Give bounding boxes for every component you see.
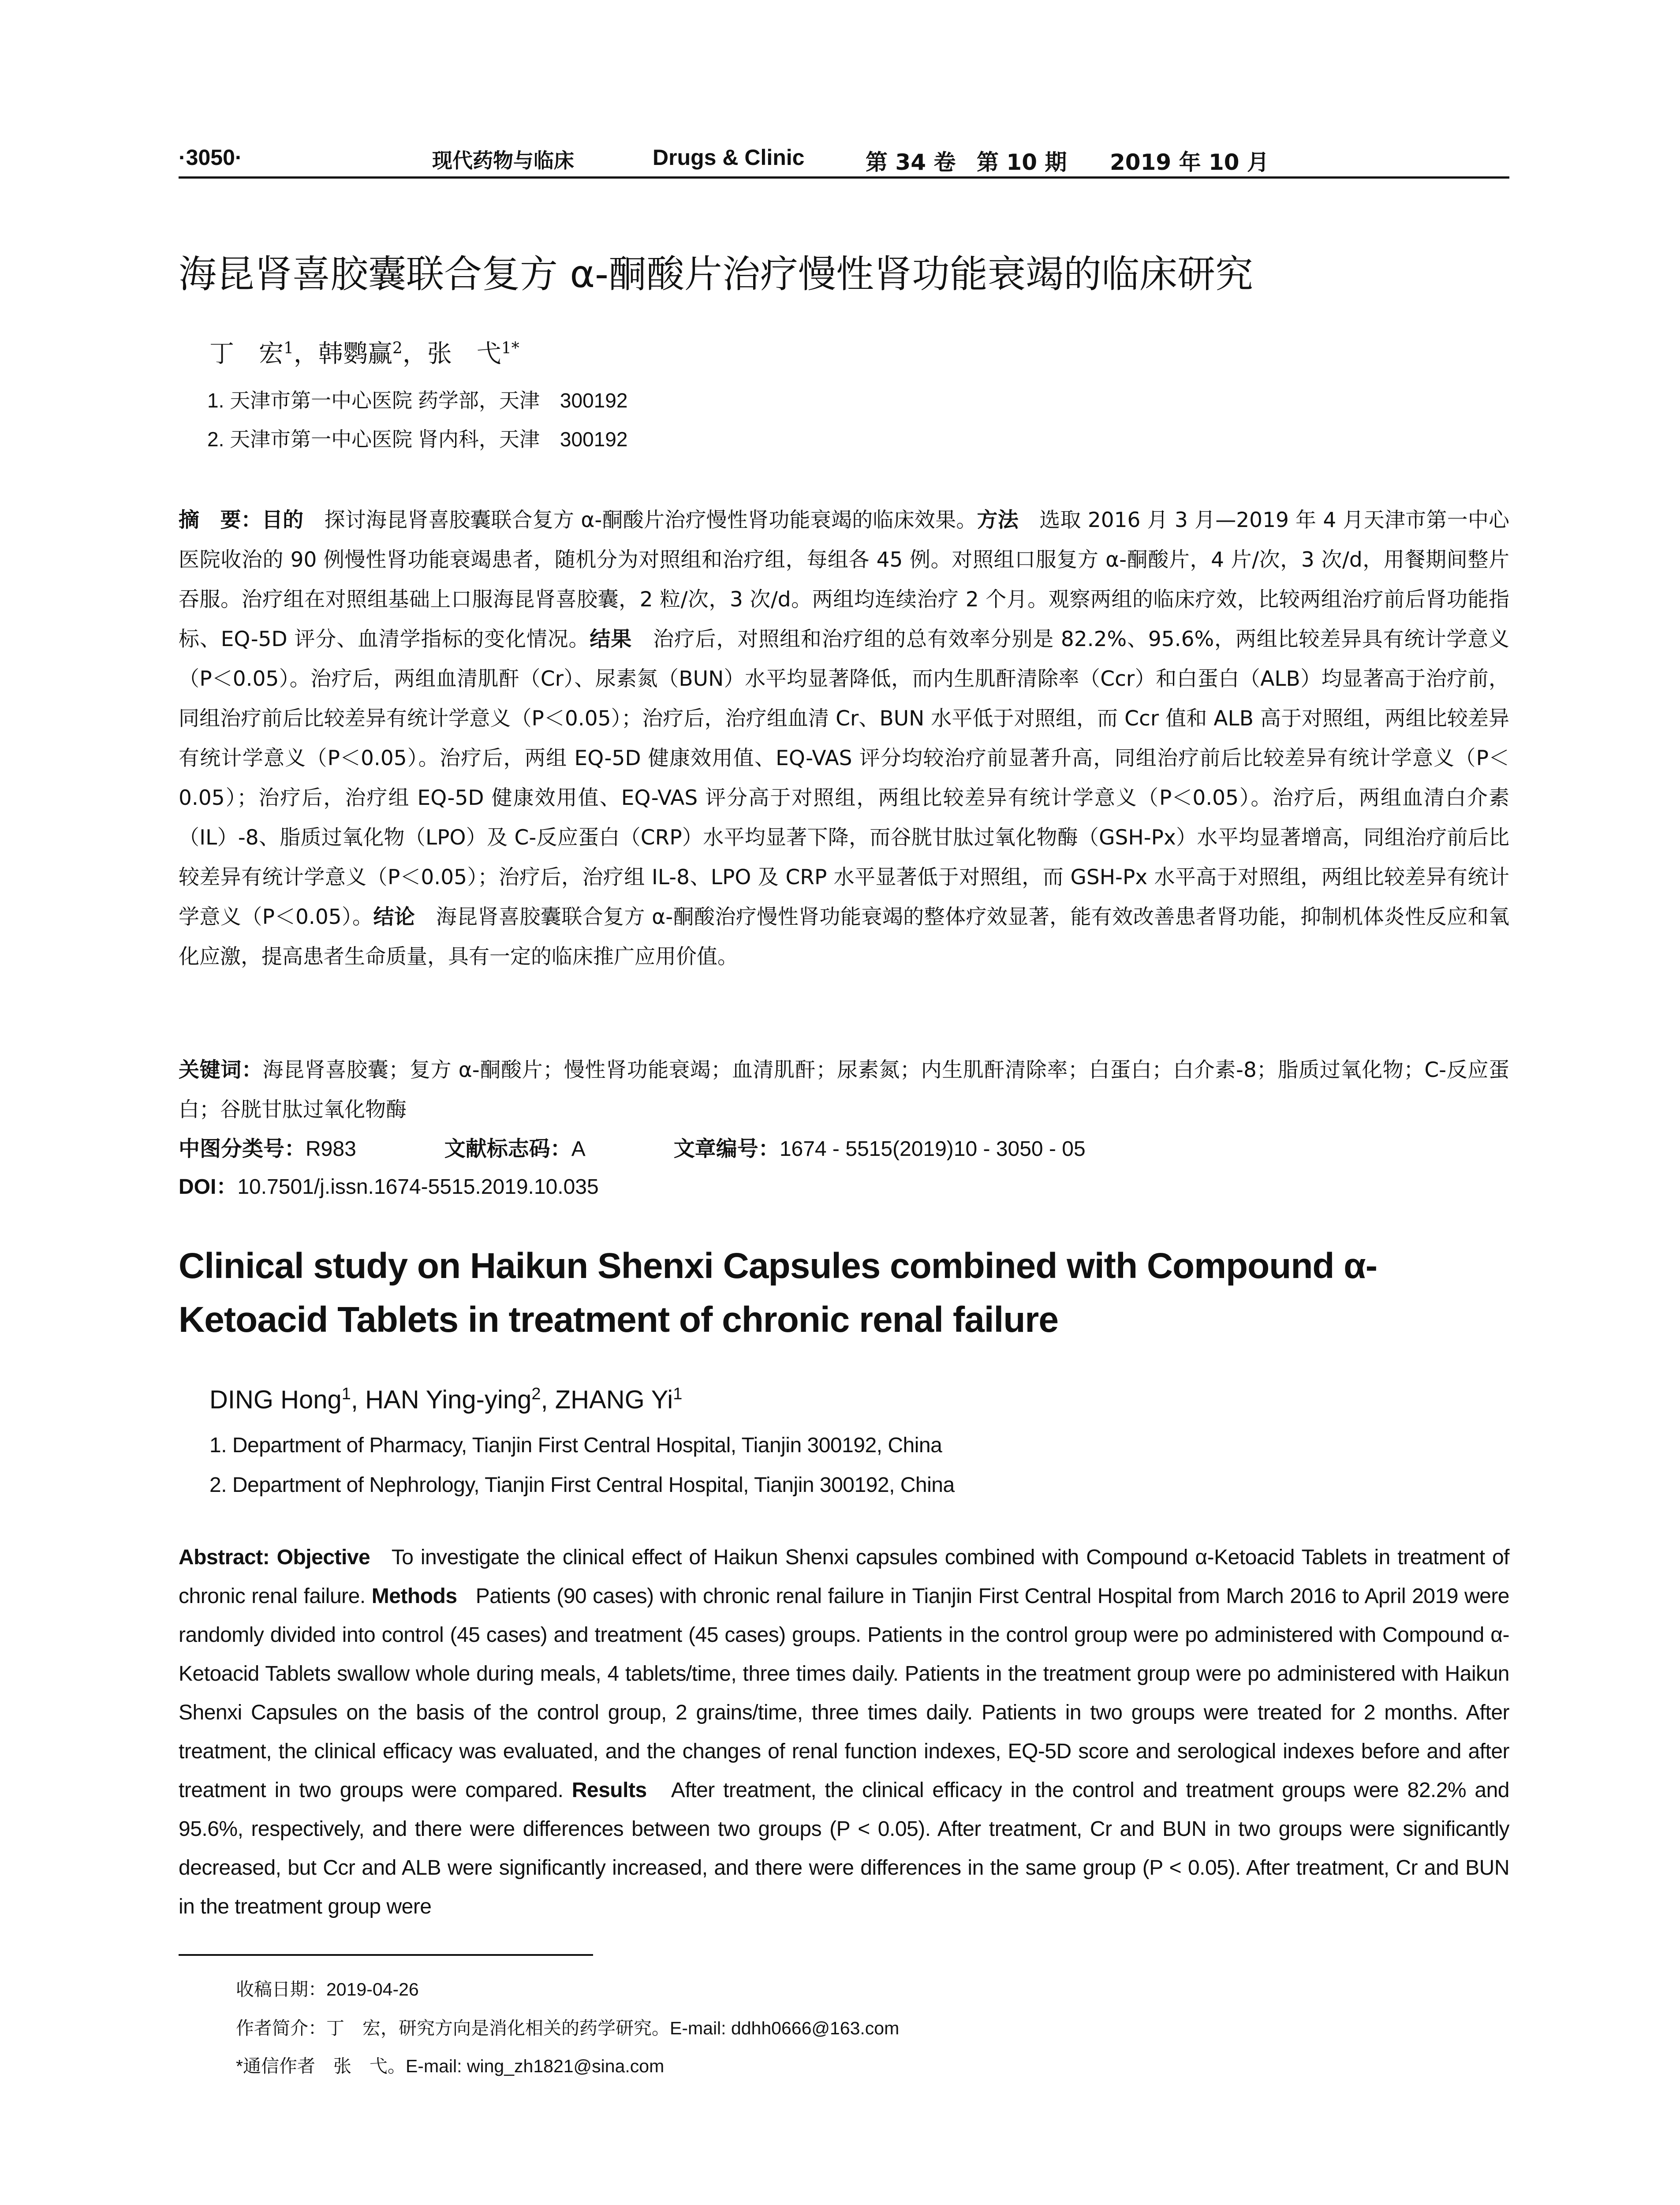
title-en: Clinical study on Haikun Shenxi Capsules combined with Compound α-Ketoacid Tablets in treatment of chronic renal failure xyxy=(179,1246,1377,1340)
abstract-en-label: Abstract: xyxy=(179,1546,270,1569)
article-number xyxy=(674,1132,1086,1162)
author-affil-mark: 2 xyxy=(392,339,403,358)
article-number-value: 1674 - 5515(2019)10 - 3050 - 05 xyxy=(779,1137,1086,1161)
objective-text: 探讨海昆肾喜胶囊联合复方 α-酮酸片治疗慢性肾功能衰竭的临床效果。 xyxy=(324,508,977,532)
author-separator: , xyxy=(541,1385,555,1414)
methods-label: 方法 xyxy=(977,508,1019,532)
objective-en-text: To investigate the clinical effect of Haikun Shenxi capsules combined with Compound α-Ketoacid Tablets in treatment of chronic renal failure. xyxy=(179,1546,1509,1608)
results-label: 结果 xyxy=(590,627,632,651)
conclusion-label: 结论 xyxy=(373,905,415,929)
results-text: 治疗后，对照组和治疗组的总有效率分别是 82.2%、95.6%，两组比较差异具有统计学意义（P＜0.05）。治疗后，两组血清肌酐（Cr）、尿素氮（BUN）水平均显著降低，而内生肌酐清除率（Ccr）和白蛋白（ALB）均显著高于治疗前，同组治疗前后比较差异有统计学意义（P＜0.05）；治疗后，治疗组血清 Cr、BUN 水平低于对照组，而 Ccr 值和 ALB 高于对照组，两组比较差异有统计学意义（P＜0.05）。治疗后，两组 EQ-5D 健康效用值、EQ-VAS 评分均较治疗前显著升高，同组治疗前后比较差异有统计学意义（P＜0.05）；治疗后，治疗组 EQ-5D 健康效用值、EQ-VAS 评分高于对照组，两组比较差异有统计学意义（P＜0.05）。治疗后，两组血清白介素（IL）-8、脂质过氧化物（LPO）及 C-反应蛋白（CRP）水平均显著下降，而谷胱甘肽过氧化物酶（GSH-Px）水平均显著增高，同组治疗前后比较差异有统计学意义（P＜0.05）；治疗后，治疗组 IL-8、LPO 及 CRP 水平显著低于对照组，而 GSH-Px 水平高于对照组，两组比较差异有统计学意义（P＜0.05）。 xyxy=(179,627,1510,929)
clc-label: 中图分类号： xyxy=(179,1137,306,1161)
header-rule xyxy=(179,176,1509,179)
objective-label: 目的 xyxy=(261,508,304,532)
conclusion-text: 海昆肾喜胶囊联合复方 α-酮酸治疗慢性肾功能衰竭的整体疗效显著，能有效改善患者肾功能，抑制机体炎性反应和氧化应激，提高患者生命质量，具有一定的临床推广应用价值。 xyxy=(179,905,1509,969)
page-number: ·3050· xyxy=(179,145,243,170)
methods-text: 选取 2016 月 3 月—2019 年 4 月天津市第一中心医院收治的 90 例慢性肾功能衰竭患者，随机分为对照组和治疗组，每组各 45 例。对照组口服复方 α-酮酸片，4 片/次，3 次/d，用餐期间整片吞服。治疗组在对照组基础上口服海昆肾喜胶囊，2 粒/次，3 次/d。两组均连续治疗 2 个月。观察两组的临床疗效，比较两组治疗前后肾功能指标、EQ-5D 评分、血清学指标的变化情况。 xyxy=(179,508,1510,651)
affiliation-en: 1. Department of Pharmacy, Tianjin First Central Hospital, Tianjin 300192, China xyxy=(209,1434,942,1457)
volume: 第 34 卷 xyxy=(866,149,956,175)
author-name: 韩鹦赢 xyxy=(318,340,392,368)
doi xyxy=(179,1170,599,1200)
doi-value: 10.7501/j.issn.1674-5515.2019.10.035 xyxy=(237,1175,599,1199)
author-affil-mark: 1* xyxy=(501,339,519,358)
author-affil-mark: 1 xyxy=(284,339,294,358)
author-separator: , xyxy=(351,1385,366,1414)
affiliation-en: 2. Department of Nephrology, Tianjin First Central Hospital, Tianjin 300192, China xyxy=(209,1473,955,1497)
author-affil-mark: 1 xyxy=(673,1385,683,1403)
keywords-label: 关键词： xyxy=(179,1058,263,1082)
footnote-author-bio: 作者简介：丁 宏，研究方向是消化相关的药学研究。E-mail: ddhh0666@163.com xyxy=(236,2018,900,2038)
footnote-rule xyxy=(179,1954,593,1956)
affiliation-cn: 2. 天津市第一中心医院 肾内科，天津 300192 xyxy=(207,428,628,451)
methods-en-label: Methods xyxy=(371,1585,457,1608)
keywords-text: 海昆肾喜胶囊；复方 α-酮酸片；慢性肾功能衰竭；血清肌酐；尿素氮；内生肌酐清除率；白蛋白；白介素-8；脂质过氧化物；C-反应蛋白；谷胱甘肽过氧化物酶 xyxy=(179,1058,1509,1122)
footnote-received: 收稿日期：2019-04-26 xyxy=(236,1979,419,1999)
running-header xyxy=(179,140,1501,176)
doi-label: DOI： xyxy=(179,1175,238,1199)
affiliation-cn: 1. 天津市第一中心医院 药学部，天津 300192 xyxy=(207,389,628,412)
objective-en-label: Objective xyxy=(276,1546,370,1569)
issue-date: 2019 年 10 月 xyxy=(1110,149,1269,175)
document-code-label: 文献标志码： xyxy=(444,1137,571,1161)
results-en-label: Results xyxy=(571,1779,647,1802)
author-name: HAN Ying-ying xyxy=(365,1385,532,1414)
author-separator: ， xyxy=(402,340,427,368)
abstract-label: 摘 要： xyxy=(179,508,262,532)
keywords-cn xyxy=(179,1050,1509,1130)
journal-name-cn: 现代药物与临床 xyxy=(432,149,574,172)
footnote-corresponding: *通信作者 张 弋。E-mail: wing_zh1821@sina.com xyxy=(236,2056,665,2076)
title-cn: 海昆肾喜胶囊联合复方 α-酮酸片治疗慢性肾功能衰竭的临床研究 xyxy=(179,252,1254,296)
journal-name-en: Drugs & Clinic xyxy=(653,145,805,170)
author-name: DING Hong xyxy=(209,1385,342,1414)
classification-line xyxy=(179,1132,1174,1162)
authors-en xyxy=(209,1385,682,1414)
abstract-en xyxy=(179,1538,1509,1926)
author-name: ZHANG Yi xyxy=(555,1385,673,1414)
author-affil-mark: 1 xyxy=(341,1385,351,1403)
methods-en-text: Patients (90 cases) with chronic renal failure in Tianjin First Central Hospital from March 2016 to April 2019 were randomly divided into control (45 cases) and treatment (45 cases) groups. Patients in the control group were po administered with Compound α-Ketoacid Tablets swallow whole during meals, 4 tablets/time, three times daily. Patients in the treatment group were po administered with Haikun Shenxi Capsules on the basis of the control group, 2 grains/time, three times daily. Patients in two groups were treated for 2 months. After treatment, the clinical efficacy was evaluated, and the changes of renal function indexes, EQ-5D score and serological indexes before and after treatment in two groups were compared. xyxy=(179,1585,1509,1802)
results-en-text: After treatment, the clinical efficacy in the control and treatment groups were 82.2% and 95.6%, respectively, and there were differences between two groups (P < 0.05). After treatment, Cr and BUN in two groups were significantly decreased, but Ccr and ALB were significantly increased, and there were differences in the same group (P < 0.05). After treatment, Cr and BUN in the treatment group were xyxy=(179,1779,1510,1918)
article-number-label: 文章编号： xyxy=(673,1137,780,1161)
author-affil-mark: 2 xyxy=(531,1385,541,1403)
issue: 第 10 期 xyxy=(977,149,1067,175)
document-code-value: A xyxy=(571,1137,586,1161)
author-name: 丁 宏 xyxy=(209,340,284,368)
document-code xyxy=(444,1132,586,1162)
clc-code xyxy=(179,1132,356,1162)
clc-value: R983 xyxy=(306,1137,356,1161)
abstract-cn xyxy=(179,501,1509,977)
author-separator: ， xyxy=(293,340,318,368)
author-name: 张 弋 xyxy=(427,340,501,368)
authors-cn xyxy=(209,334,519,370)
